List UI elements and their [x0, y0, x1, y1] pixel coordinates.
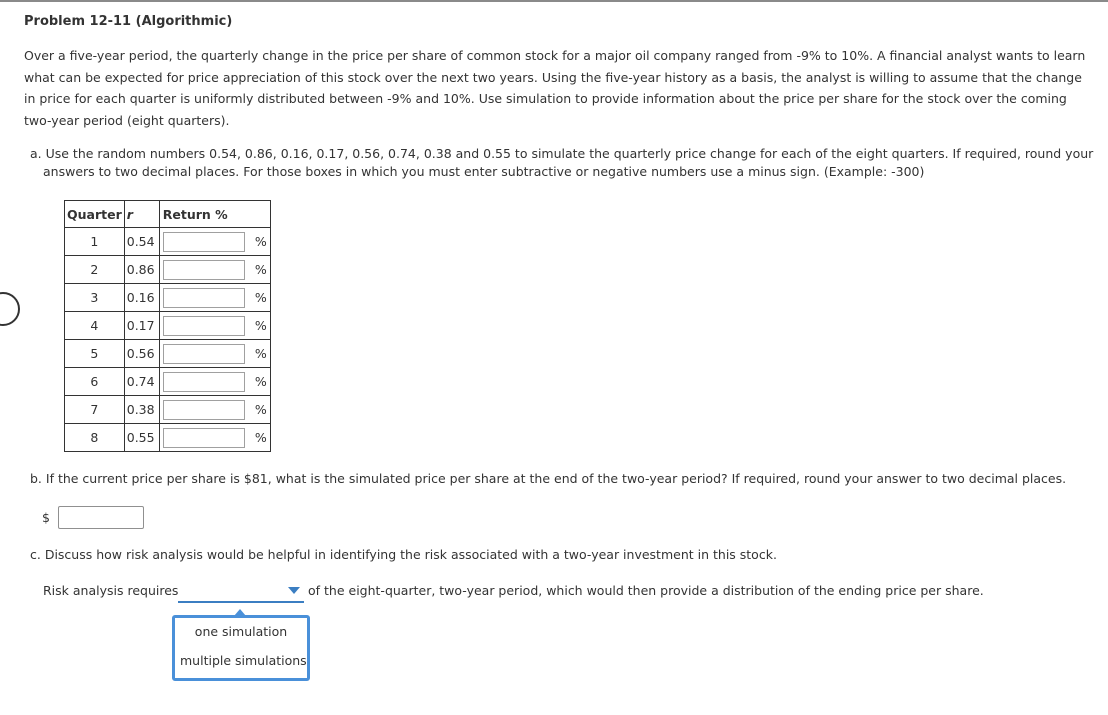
- return-input[interactable]: [163, 344, 245, 364]
- percent-label: %: [254, 234, 267, 249]
- return-input[interactable]: [163, 316, 245, 336]
- quarter-cell: 1: [65, 228, 125, 256]
- table-header-row: [65, 201, 271, 228]
- table-row: [65, 340, 271, 368]
- quarter-cell: 4: [65, 312, 125, 340]
- table-row: [65, 284, 271, 312]
- return-cell: [159, 312, 270, 340]
- risk-analysis-suffix: of the eight-quarter, two-year period, which would then provide a distribution of the ending price per share.: [308, 583, 984, 598]
- quarter-cell: 7: [65, 396, 125, 424]
- part-a-text: a. Use the random numbers 0.54, 0.86, 0.16, 0.17, 0.56, 0.74, 0.38 and 0.55 to simulate the quarterly price change for each of the eight quarters. If required, round your answers to two decimal places. For those boxes in which you must enter subtractive or negative numbers use a minus sign. (Example: -300): [30, 146, 1094, 179]
- table-row: [65, 424, 271, 452]
- option-multiple-simulations[interactable]: multiple simulations: [180, 653, 307, 668]
- dollar-sign: $: [42, 510, 50, 525]
- percent-label: %: [254, 374, 267, 389]
- return-cell: [159, 340, 270, 368]
- quarter-cell: 8: [65, 424, 125, 452]
- part-b-text: b. If the current price per share is $81, what is the simulated price per share at the end of the two-year period? If required, round your answer to two decimal places.: [30, 471, 1067, 486]
- table-row: [65, 368, 271, 396]
- return-cell: [159, 368, 270, 396]
- chevron-down-icon[interactable]: [288, 587, 300, 594]
- return-cell: [159, 396, 270, 424]
- table-row: [65, 396, 271, 424]
- return-input[interactable]: [163, 232, 245, 252]
- random-number-cell: 0.16: [124, 284, 159, 312]
- return-input[interactable]: [163, 260, 245, 280]
- quarter-cell: 6: [65, 368, 125, 396]
- random-number-cell: 0.86: [124, 256, 159, 284]
- risk-analysis-prefix: Risk analysis requires: [43, 583, 179, 598]
- percent-label: %: [254, 430, 267, 445]
- top-divider: [0, 0, 1108, 2]
- return-input[interactable]: [163, 400, 245, 420]
- header-quarter: Quarter: [65, 201, 125, 228]
- percent-label: %: [254, 262, 267, 277]
- random-number-cell: 0.74: [124, 368, 159, 396]
- ending-price-input[interactable]: [58, 506, 144, 529]
- risk-analysis-select[interactable]: [178, 583, 304, 603]
- header-return: Return %: [159, 201, 270, 228]
- percent-label: %: [254, 318, 267, 333]
- random-number-cell: 0.17: [124, 312, 159, 340]
- return-cell: [159, 424, 270, 452]
- percent-label: %: [254, 290, 267, 305]
- random-number-cell: 0.38: [124, 396, 159, 424]
- percent-label: %: [254, 346, 267, 361]
- percent-label: %: [254, 402, 267, 417]
- simulation-table: [64, 200, 271, 452]
- return-cell: [159, 284, 270, 312]
- problem-title: Problem 12-11 (Algorithmic): [24, 14, 233, 29]
- side-circle-icon: [0, 292, 20, 326]
- random-number-cell: 0.54: [124, 228, 159, 256]
- random-number-cell: 0.55: [124, 424, 159, 452]
- return-cell: [159, 256, 270, 284]
- table-row: [65, 228, 271, 256]
- return-cell: [159, 228, 270, 256]
- option-one-simulation[interactable]: one simulation: [194, 624, 288, 639]
- quarter-cell: 5: [65, 340, 125, 368]
- problem-intro: Over a five-year period, the quarterly change in the price per share of common stock for a major oil company ranged from -9% to 10%. A financial analyst wants to learn what can be expected for price appreciation of this stock over the next two years. Using the five-year history as a basis, the analyst is willing to assume that the change in price for each quarter is uniformly distributed between -9% and 10%. Use simulation to provide information about the price per share for the stock over the coming two-year period (eight quarters).: [24, 48, 1086, 128]
- part-c-text: c. Discuss how risk analysis would be helpful in identifying the risk associated with a two-year investment in this stock.: [30, 547, 777, 562]
- table-row: [65, 256, 271, 284]
- table-row: [65, 312, 271, 340]
- risk-analysis-dropdown-menu: [172, 615, 310, 681]
- return-input[interactable]: [163, 288, 245, 308]
- random-number-cell: 0.56: [124, 340, 159, 368]
- return-input[interactable]: [163, 372, 245, 392]
- header-r: r: [124, 201, 159, 228]
- quarter-cell: 2: [65, 256, 125, 284]
- quarter-cell: 3: [65, 284, 125, 312]
- return-input[interactable]: [163, 428, 245, 448]
